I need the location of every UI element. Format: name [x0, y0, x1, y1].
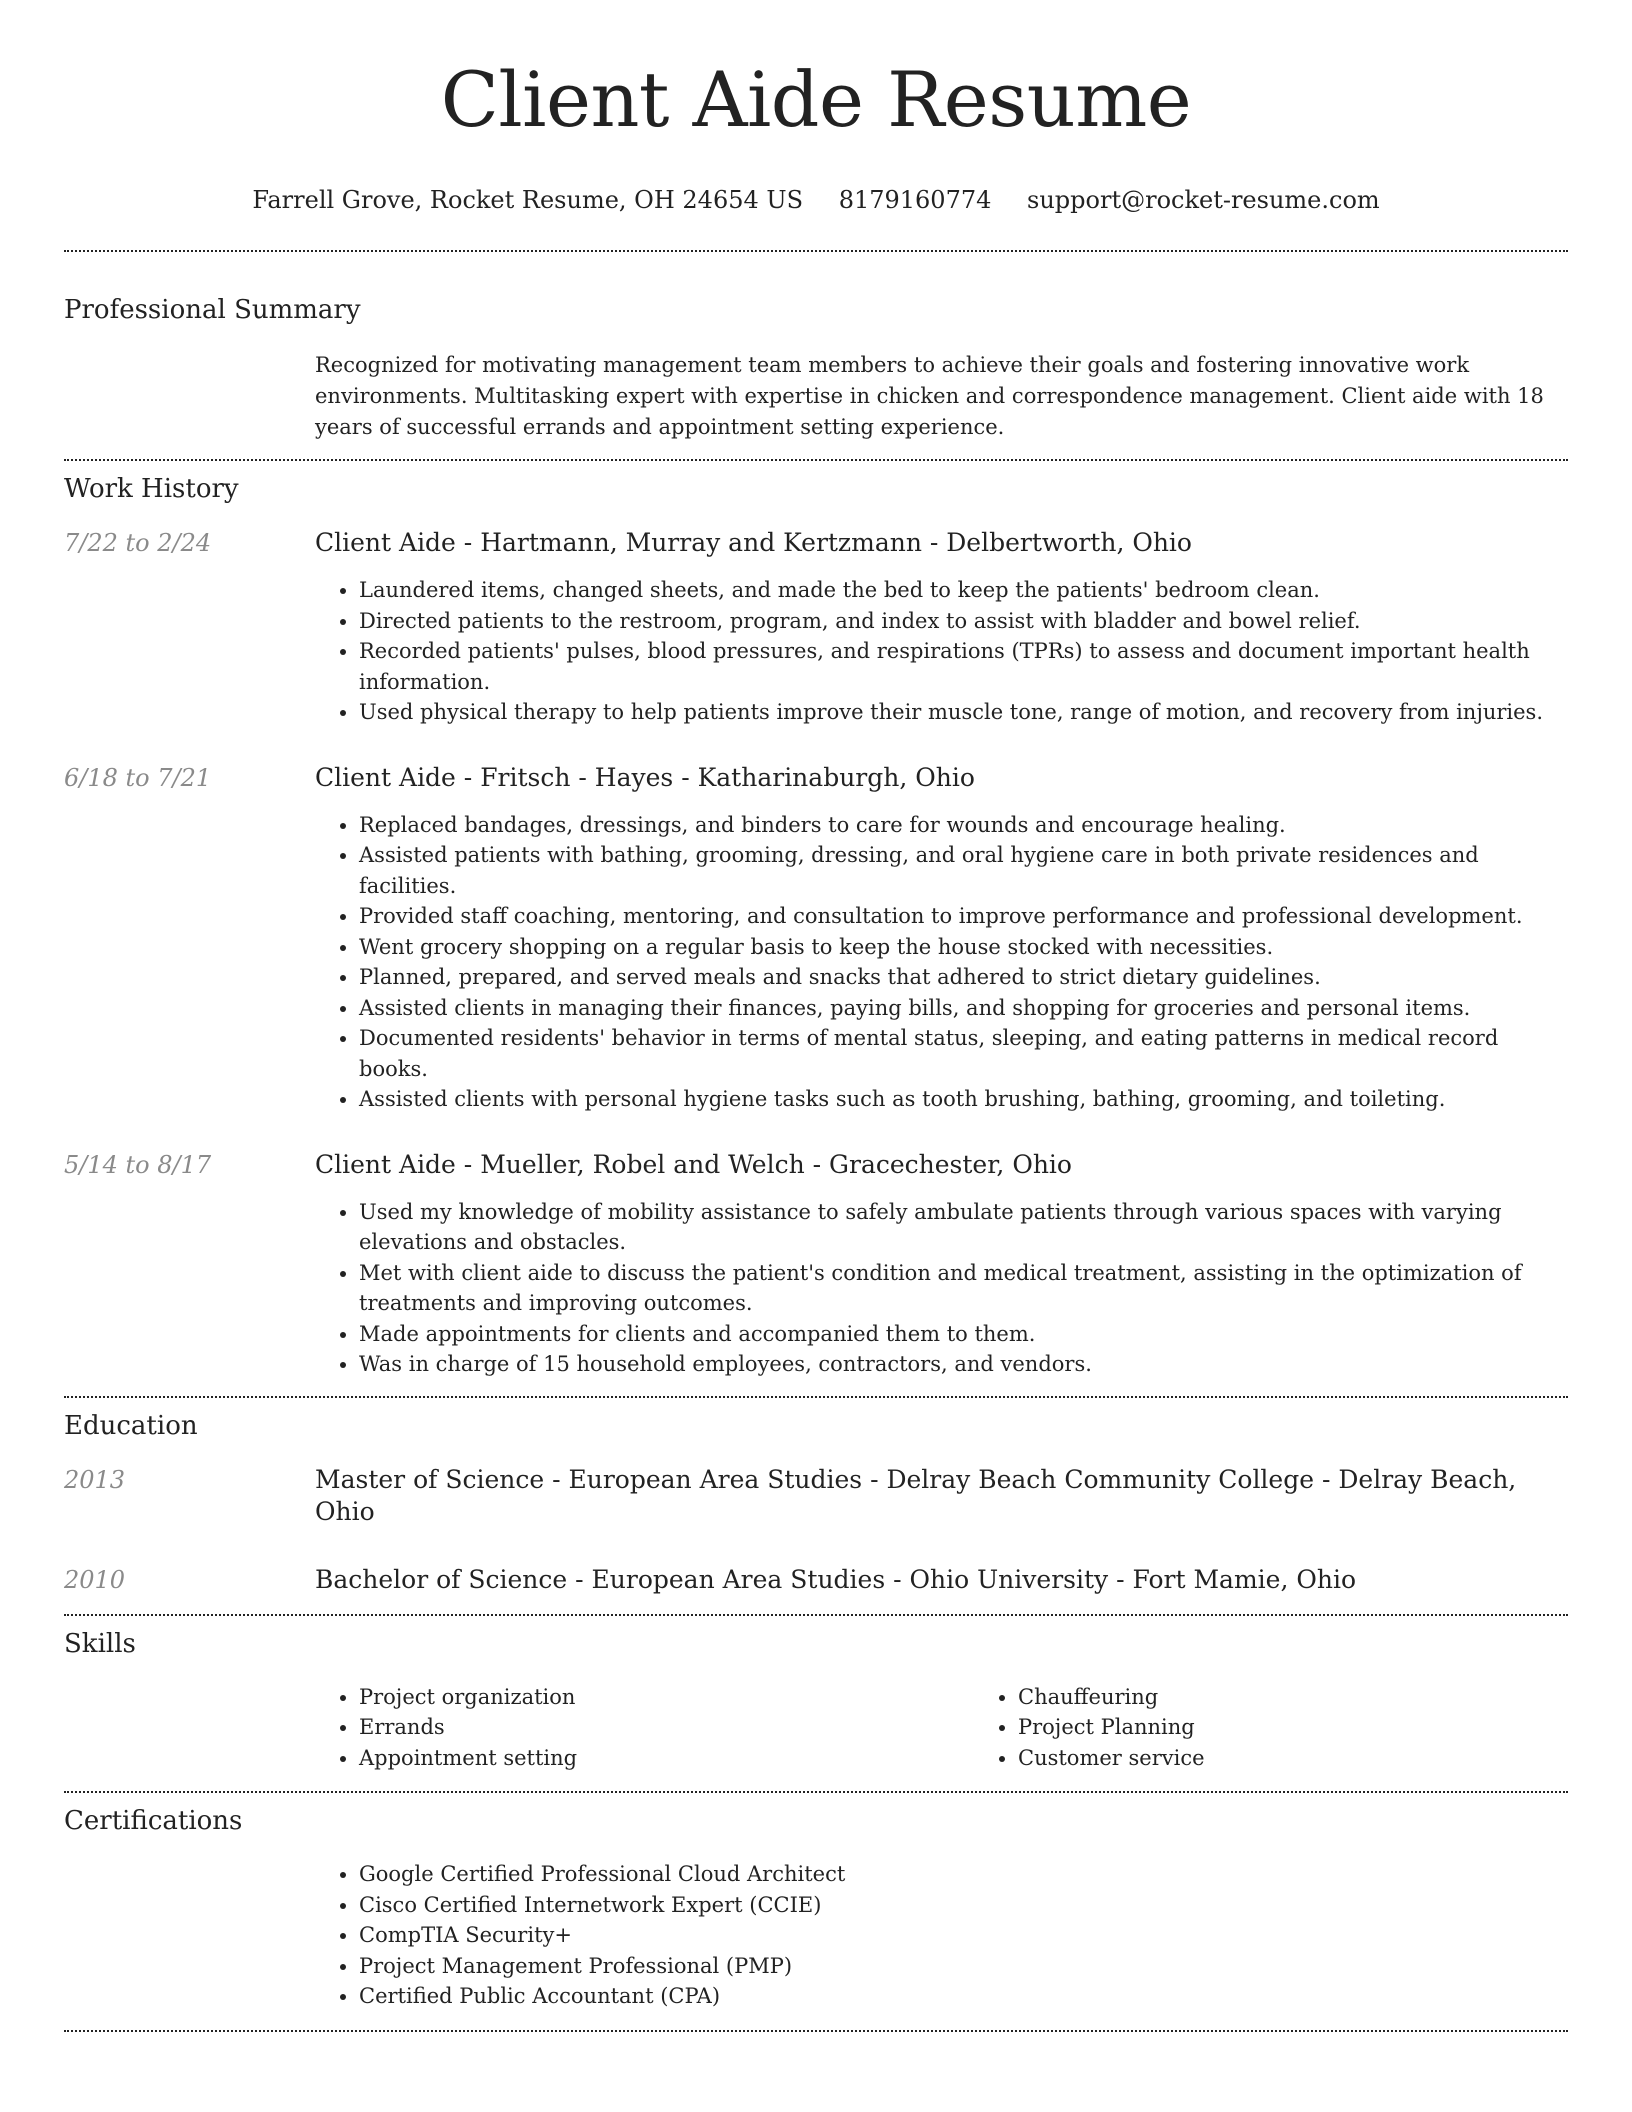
- skills-heading: Skills: [64, 1628, 136, 1659]
- skills-list-left: [315, 1682, 974, 1774]
- job-bullets: [315, 575, 1568, 728]
- education-year: 2010: [64, 1565, 126, 1594]
- list-item: • Certified Public Accountant (CPA): [359, 1981, 1568, 2012]
- list-item: • Google Certified Professional Cloud Architect: [359, 1859, 1568, 1890]
- job-bullets: [315, 1197, 1568, 1380]
- list-item: • Planned, prepared, and served meals and snacks that adhered to strict dietary guidelines.: [359, 962, 1568, 993]
- job-entry: [64, 762, 1568, 1115]
- education-year: 2013: [64, 1465, 126, 1494]
- education-degree: Bachelor of Science - European Area Studies - Ohio University - Fort Mamie, Ohio: [315, 1564, 1356, 1594]
- contact-line: [64, 184, 1568, 216]
- list-item: • Assisted patients with bathing, grooming, dressing, and oral hygiene care in both private residences and facilities.: [359, 840, 1568, 901]
- certifications-section: [64, 1859, 1568, 2012]
- job-title: Client Aide - Fritsch - Hayes - Katharinaburgh, Ohio: [315, 762, 975, 792]
- list-item: • Assisted clients in managing their finances, paying bills, and shopping for groceries and personal items.: [359, 993, 1568, 1024]
- divider: [64, 2030, 1568, 2032]
- job-entry: [64, 527, 1568, 728]
- contact-email[interactable]: support@rocket-resume.com: [1027, 186, 1380, 214]
- summary-text: Recognized for motivating management team members to achieve their goals and fostering innovative work environments. Multitasking expert with expertise in chicken and correspondence management. Client aide with 18 years of successful errands and appointment setting experience.: [315, 353, 1544, 439]
- job-title: Client Aide - Hartmann, Murray and Kertzmann - Delbertworth, Ohio: [315, 528, 1192, 557]
- list-item: • Recorded patients' pulses, blood pressures, and respirations (TPRs) to assess and document important health information.: [359, 636, 1568, 697]
- list-item: • Was in charge of 15 household employees, contractors, and vendors.: [359, 1349, 1568, 1380]
- summary-section: [64, 350, 1568, 443]
- divider: [64, 1614, 1568, 1616]
- education-heading: Education: [64, 1410, 198, 1441]
- certifications-list: [315, 1859, 1568, 2012]
- job-dates: 6/18 to 7/21: [64, 763, 212, 792]
- job-entry: [64, 1149, 1568, 1380]
- list-item: • Replaced bandages, dressings, and binders to care for wounds and encourage healing.: [359, 810, 1568, 841]
- list-item: • Chauffeuring: [1018, 1682, 1632, 1713]
- list-item: • Documented residents' behavior in terms of mental status, sleeping, and eating patterns in medical record books.: [359, 1023, 1568, 1084]
- education-entry: [64, 1464, 1568, 1528]
- list-item: • Laundered items, changed sheets, and made the bed to keep the patients' bedroom clean.: [359, 575, 1568, 606]
- list-item: • Used my knowledge of mobility assistance to safely ambulate patients through various spaces with varying elevations and obstacles.: [359, 1197, 1568, 1258]
- certifications-heading: Certifications: [64, 1806, 243, 1836]
- list-item: • Provided staff coaching, mentoring, and consultation to improve performance and professional development.: [359, 901, 1568, 932]
- skills-section: [64, 1682, 1568, 1774]
- list-item: • Met with client aide to discuss the patient's condition and medical treatment, assisting in the optimization of treatments and improving outcomes.: [359, 1258, 1568, 1319]
- job-dates: 7/22 to 2/24: [64, 529, 212, 557]
- list-item: • CompTIA Security+: [359, 1920, 1568, 1951]
- list-item: • Appointment setting: [359, 1743, 974, 1774]
- list-item: • Customer service: [1018, 1743, 1632, 1774]
- divider: [64, 459, 1568, 461]
- list-item: • Project organization: [359, 1682, 974, 1713]
- list-item: • Errands: [359, 1712, 974, 1743]
- list-item: • Used physical therapy to help patients improve their muscle tone, range of motion, and recovery from injuries.: [359, 697, 1568, 728]
- list-item: • Went grocery shopping on a regular basis to keep the house stocked with necessities.: [359, 932, 1568, 963]
- divider: [64, 250, 1568, 252]
- list-item: • Cisco Certified Internetwork Expert (CCIE): [359, 1890, 1568, 1921]
- contact-phone: 8179160774: [838, 186, 992, 214]
- resume-page: [64, 0, 1568, 2032]
- job-title: Client Aide - Mueller, Robel and Welch - Gracechester, Ohio: [315, 1149, 1072, 1179]
- list-item: • Project Management Professional (PMP): [359, 1951, 1568, 1982]
- education-entry: [64, 1564, 1568, 1596]
- job-bullets: [315, 810, 1568, 1115]
- list-item: • Made appointments for clients and accompanied them to them.: [359, 1319, 1568, 1350]
- skills-list-right: [974, 1682, 1632, 1774]
- list-item: • Project Planning: [1018, 1712, 1632, 1743]
- summary-heading: Professional Summary: [64, 295, 361, 325]
- resume-title: Client Aide Resume: [440, 55, 1192, 144]
- list-item: • Assisted clients with personal hygiene tasks such as tooth brushing, bathing, grooming, and toileting.: [359, 1084, 1568, 1115]
- divider: [64, 1396, 1568, 1398]
- list-item: • Directed patients to the restroom, program, and index to assist with bladder and bowel relief.: [359, 606, 1568, 637]
- contact-address: Farrell Grove, Rocket Resume, OH 24654 US: [252, 186, 804, 214]
- job-dates: 5/14 to 8/17: [64, 1150, 212, 1179]
- divider: [64, 1791, 1568, 1793]
- work-history-heading: Work History: [64, 474, 239, 504]
- education-degree: Master of Science - European Area Studies - Delray Beach Community College - Delray Beach, Ohio: [315, 1464, 1517, 1526]
